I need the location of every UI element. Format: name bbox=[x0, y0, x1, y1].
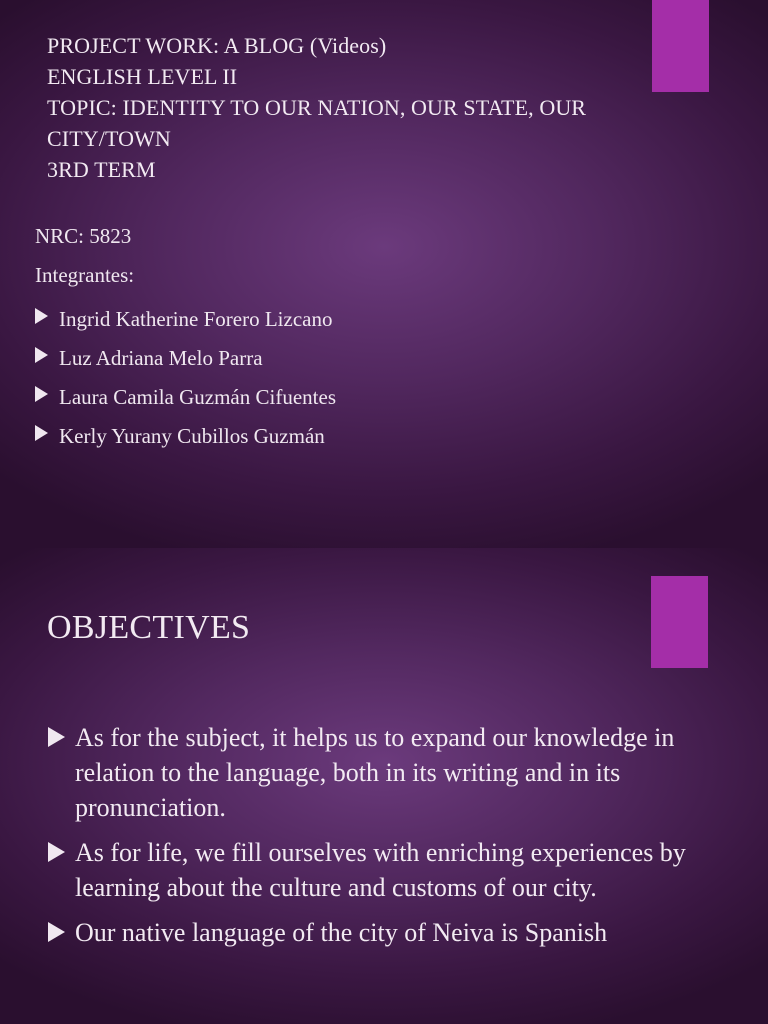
nrc-code: NRC: 5823 bbox=[35, 224, 132, 248]
member-name: Kerly Yurany Cubillos Guzmán bbox=[59, 423, 325, 448]
header-line: CITY/TOWN bbox=[47, 126, 171, 151]
members-label: Integrantes: bbox=[35, 263, 135, 287]
header-line: 3RD TERM bbox=[47, 157, 156, 182]
objective-text: Our native language of the city of Neiva is Spanish bbox=[75, 918, 608, 947]
slide-header bbox=[47, 30, 687, 185]
member-item bbox=[35, 299, 635, 338]
header-line: ENGLISH LEVEL II bbox=[47, 64, 238, 89]
member-item bbox=[35, 338, 635, 377]
member-name: Luz Adriana Melo Parra bbox=[59, 345, 263, 370]
triangle-bullet-icon bbox=[48, 727, 65, 747]
accent-bar bbox=[651, 576, 708, 668]
objectives-list bbox=[48, 720, 728, 960]
member-name: Ingrid Katherine Forero Lizcano bbox=[59, 306, 333, 331]
triangle-bullet-icon bbox=[35, 425, 48, 441]
triangle-bullet-icon bbox=[35, 347, 48, 363]
triangle-bullet-icon bbox=[48, 922, 65, 942]
triangle-bullet-icon bbox=[35, 308, 48, 324]
member-item bbox=[35, 377, 635, 416]
objective-item bbox=[48, 835, 728, 905]
header-line: PROJECT WORK: A BLOG (Videos) bbox=[47, 33, 387, 58]
objective-item bbox=[48, 915, 728, 950]
member-item bbox=[35, 416, 635, 455]
objective-text: As for life, we fill ourselves with enriching experiences by learning about the culture and customs of our city. bbox=[75, 838, 686, 902]
slide-objectives bbox=[0, 548, 768, 1024]
member-name: Laura Camila Guzmán Cifuentes bbox=[59, 384, 336, 409]
objective-item bbox=[48, 720, 728, 825]
slide-title: OBJECTIVES bbox=[47, 609, 251, 646]
header-line: TOPIC: IDENTITY TO OUR NATION, OUR STATE, OUR bbox=[47, 95, 587, 120]
triangle-bullet-icon bbox=[48, 842, 65, 862]
objective-text: As for the subject, it helps us to expand our knowledge in relation to the language, both in its writing and in its pronunciation. bbox=[75, 723, 675, 822]
group-info bbox=[35, 221, 635, 455]
triangle-bullet-icon bbox=[35, 386, 48, 402]
